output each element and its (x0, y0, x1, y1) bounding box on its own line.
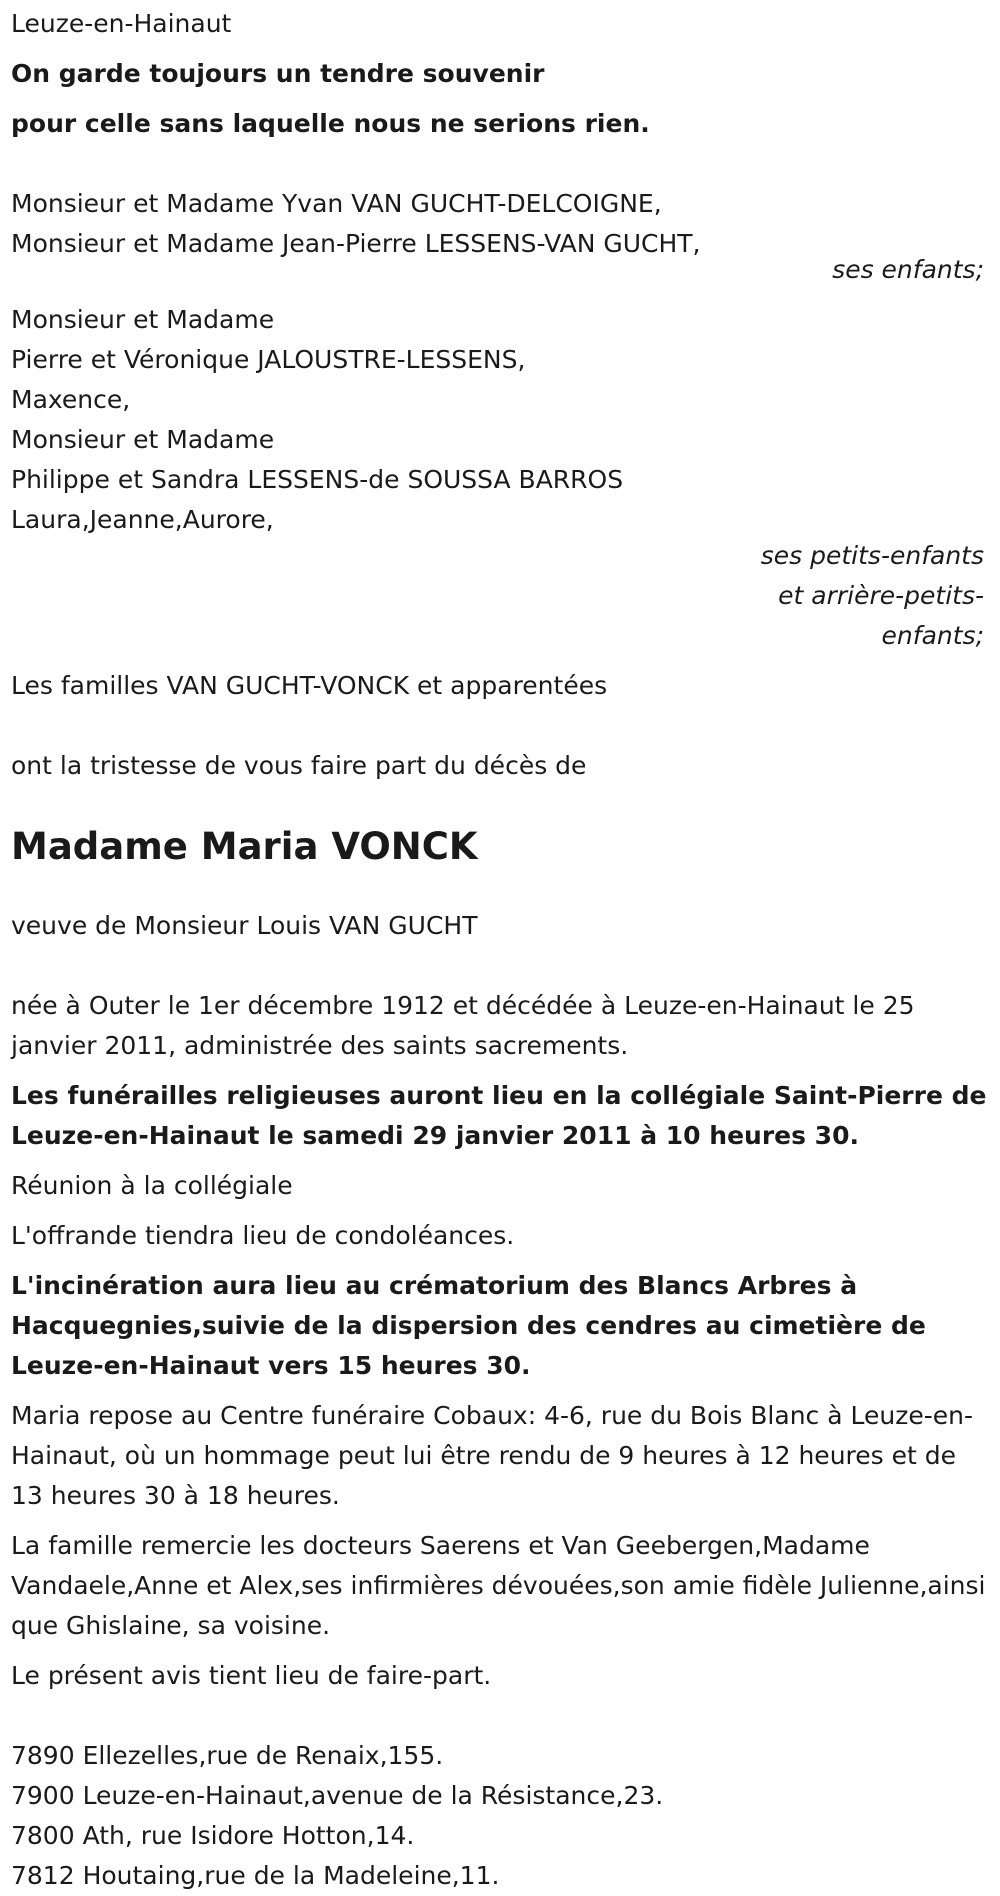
grandchildren-role-3: enfants; (881, 621, 984, 650)
widow-of: veuve de Monsieur Louis VAN GUCHT (11, 911, 478, 940)
grandchild-line: Monsieur et Madame (11, 305, 275, 334)
quote-line-1: On garde toujours un tendre souvenir (11, 59, 545, 88)
grandchild-line: Laura,Jeanne,Aurore, (11, 505, 274, 534)
birth-death: née à Outer le 1er décembre 1912 et décédée à Leuze-en-Hainaut le 25 janvier 2011, administrée des saints sacrements. (11, 991, 915, 1060)
grandchildren-role-2: et arrière-petits- (778, 581, 984, 610)
cremation-info: L'incinération aura lieu au crématorium des Blancs Arbres à Hacquegnies,suivie de la dispersion des cendres au cimetière de Leuze-en-Hainaut vers 15 heures 30. (11, 1271, 926, 1380)
address-line: 7800 Ath, rue Isidore Hotton,14. (11, 1821, 415, 1850)
rest-info: Maria repose au Centre funéraire Cobaux: 4-6, rue du Bois Blanc à Leuze-en-Hainaut, où un hommage peut lui être rendu de 9 heures à 12 heures et de 13 heures 30 à 18 heures. (11, 1401, 973, 1510)
offering-info: L'offrande tiendra lieu de condoléances. (11, 1221, 515, 1250)
thanks-info: La famille remercie les docteurs Saerens et Van Geebergen,Madame Vandaele,Anne et Alex,ses infirmières dévouées,son amie fidèle Julienne,ainsi que Ghislaine, sa voisine. (11, 1531, 986, 1640)
notice-info: Le présent avis tient lieu de faire-part. (11, 1661, 492, 1690)
families: Les familles VAN GUCHT-VONCK et apparentées (11, 671, 608, 700)
grandchild-line: Maxence, (11, 385, 131, 414)
grandchild-line: Pierre et Véronique JALOUSTRE-LESSENS, (11, 345, 526, 374)
child-line: Monsieur et Madame Jean-Pierre LESSENS-VAN GUCHT, (11, 229, 701, 258)
quote-line-2: pour celle sans laquelle nous ne serions rien. (11, 109, 650, 138)
children-role: ses enfants; (832, 255, 984, 284)
announcement: ont la tristesse de vous faire part du décès de (11, 751, 587, 780)
address-line: 7812 Houtaing,rue de la Madeleine,11. (11, 1861, 500, 1890)
location: Leuze-en-Hainaut (11, 9, 232, 38)
address-line: 7900 Leuze-en-Hainaut,avenue de la Résistance,23. (11, 1781, 664, 1810)
meeting-info: Réunion à la collégiale (11, 1171, 293, 1200)
grandchildren-block (11, 300, 990, 656)
child-line: Monsieur et Madame Yvan VAN GUCHT-DELCOIGNE, (11, 189, 662, 218)
deceased-name: Madame Maria VONCK (11, 825, 478, 868)
grandchild-line: Philippe et Sandra LESSENS-de SOUSSA BARROS (11, 465, 624, 494)
funeral-info: Les funérailles religieuses auront lieu en la collégiale Saint-Pierre de Leuze-en-Hainaut le samedi 29 janvier 2011 à 10 heures 30. (11, 1081, 987, 1150)
grandchildren-role-1: ses petits-enfants (760, 541, 984, 570)
children-block (11, 184, 990, 290)
address-line: 7890 Ellezelles,rue de Renaix,155. (11, 1741, 444, 1770)
grandchild-line: Monsieur et Madame (11, 425, 275, 454)
addresses (11, 1736, 990, 1896)
